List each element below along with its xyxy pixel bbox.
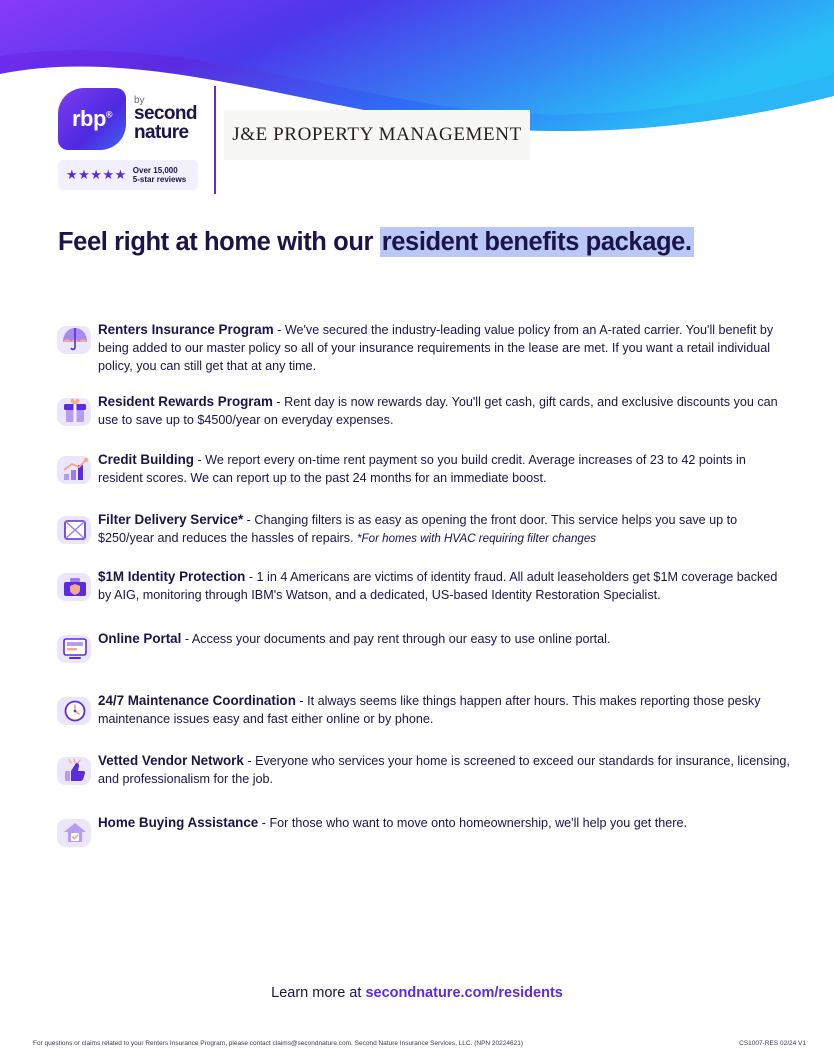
benefit-body: Access your documents and pay rent through our easy to use online portal. [191, 631, 611, 646]
list-item-text [98, 390, 792, 430]
learn-more-label: Learn more at [271, 985, 366, 1001]
thumbs-up-icon [52, 749, 98, 789]
benefit-title: 24/7 Maintenance Coordination [98, 692, 296, 708]
benefit-title: Vetted Vendor Network [98, 752, 244, 768]
second-nature-line1: second [134, 103, 197, 125]
list-item-text [98, 508, 792, 548]
benefit-title: Credit Building [98, 451, 194, 467]
benefit-title: Renters Insurance Program [98, 322, 274, 337]
list-item [52, 749, 792, 789]
page-title [58, 228, 788, 257]
briefcase-shield-icon [52, 565, 98, 605]
house-check-icon [52, 811, 98, 851]
list-item-text [98, 689, 792, 729]
list-item-text [98, 318, 792, 376]
benefit-dash: - [295, 693, 308, 708]
list-item [52, 565, 792, 605]
star-rating-icon: ★★★★★ [66, 167, 127, 182]
benefit-dash: - [245, 569, 257, 584]
learn-more-line [0, 985, 834, 1001]
company-name: J&E PROPERTY MANAGEMENT [232, 124, 522, 145]
headline-plain: Feel right at home with our [58, 228, 380, 256]
gift-icon [52, 390, 98, 430]
benefit-footnote: *For homes with HVAC requiring filter changes [357, 531, 597, 545]
benefit-body: It always seems like things happen after hours. This makes reporting those pesky maintenance issues easy and fast either online or by phone. [98, 693, 761, 726]
computer-portal-icon [52, 627, 98, 667]
rbp-mark: rbp® [71, 106, 113, 131]
list-item [52, 390, 792, 430]
review-count-line1: Over 15,000 [132, 165, 178, 175]
document-code: CS1007-RES 02/24 V1 [739, 1040, 806, 1047]
chart-up-icon [52, 448, 98, 488]
benefit-dash: - [273, 323, 285, 337]
benefit-body: 1 in 4 Americans are victims of identity fraud. All adult leaseholders get $1M coverage backed by AIG, monitoring through IBM's Watson, and a dedicated, US-based Identity Restoration Specialist. [98, 569, 778, 602]
benefit-body: Rent day is now rewards day. You'll get cash, gift cards, and exclusive discounts you can use to save up to $4500/year on everyday expenses. [98, 394, 778, 427]
fine-print: For questions or claims related to your Renters Insurance Program, please contact claims@secondnature.com. Second Nature Insurance Services, LLC. (NPN 20224621) [33, 1040, 524, 1047]
list-item [52, 448, 792, 488]
benefit-title: Filter Delivery Service* [98, 511, 244, 527]
benefit-dash: - [258, 815, 270, 830]
benefit-dash: - [272, 394, 285, 409]
list-item [52, 689, 792, 729]
benefit-dash: - [181, 631, 192, 646]
list-item [52, 627, 792, 667]
benefit-dash: - [193, 452, 206, 467]
benefit-dash: - [243, 512, 255, 527]
second-nature-wordmark [134, 96, 197, 143]
benefit-title: $1M Identity Protection [98, 568, 246, 584]
brand-logo [58, 88, 197, 150]
review-count-label [133, 166, 186, 184]
by-label: by [134, 94, 145, 106]
secondnature-residents-link[interactable]: secondnature.com/residents [365, 985, 563, 1001]
vertical-divider [214, 86, 216, 194]
list-item-text [98, 811, 687, 833]
air-filter-icon [52, 508, 98, 548]
review-count-line2: 5-star reviews [132, 175, 187, 184]
headline-highlight: resident benefits package. [381, 228, 692, 256]
benefit-title: Resident Rewards Program [98, 393, 273, 409]
list-item-text [98, 565, 792, 605]
benefit-body: For those who want to move onto homeownership, we'll help you get there. [269, 815, 687, 830]
benefits-list [52, 318, 792, 868]
second-nature-line2: nature [134, 122, 189, 144]
benefit-body: Everyone who services your home is screened to exceed our standards for insurance, licensing, and professionalism for the job. [98, 753, 790, 786]
benefit-body: We report every on-time rent payment so you build credit. Average increases of 23 to 42 points in resident scores. We can report up to the past 24 months for an immediate boost. [98, 452, 746, 485]
list-item [52, 508, 792, 548]
benefit-title: Home Buying Assistance [98, 814, 259, 830]
list-item [52, 811, 792, 851]
list-item-text [98, 627, 610, 649]
list-item [52, 318, 792, 376]
list-item-text [98, 749, 792, 789]
review-badge [58, 160, 198, 190]
rbp-badge-icon [58, 88, 126, 150]
benefit-body: We've secured the industry-leading value policy from an A-rated carrier. You'll benefit by being added to our master policy so all of your insurance requirements in the lease are met. If you want a retail individual policy, you can still get that at any time. [98, 323, 774, 373]
benefit-dash: - [243, 753, 256, 768]
umbrella-icon [52, 318, 98, 358]
clock-icon [52, 689, 98, 729]
benefit-title: Online Portal [98, 630, 182, 646]
benefit-body: Changing filters is as easy as opening the front door. This service helps you save up to $250/year and reduces the hassles of repairs. [98, 512, 738, 545]
list-item-text [98, 448, 792, 488]
company-name-box [224, 110, 530, 160]
